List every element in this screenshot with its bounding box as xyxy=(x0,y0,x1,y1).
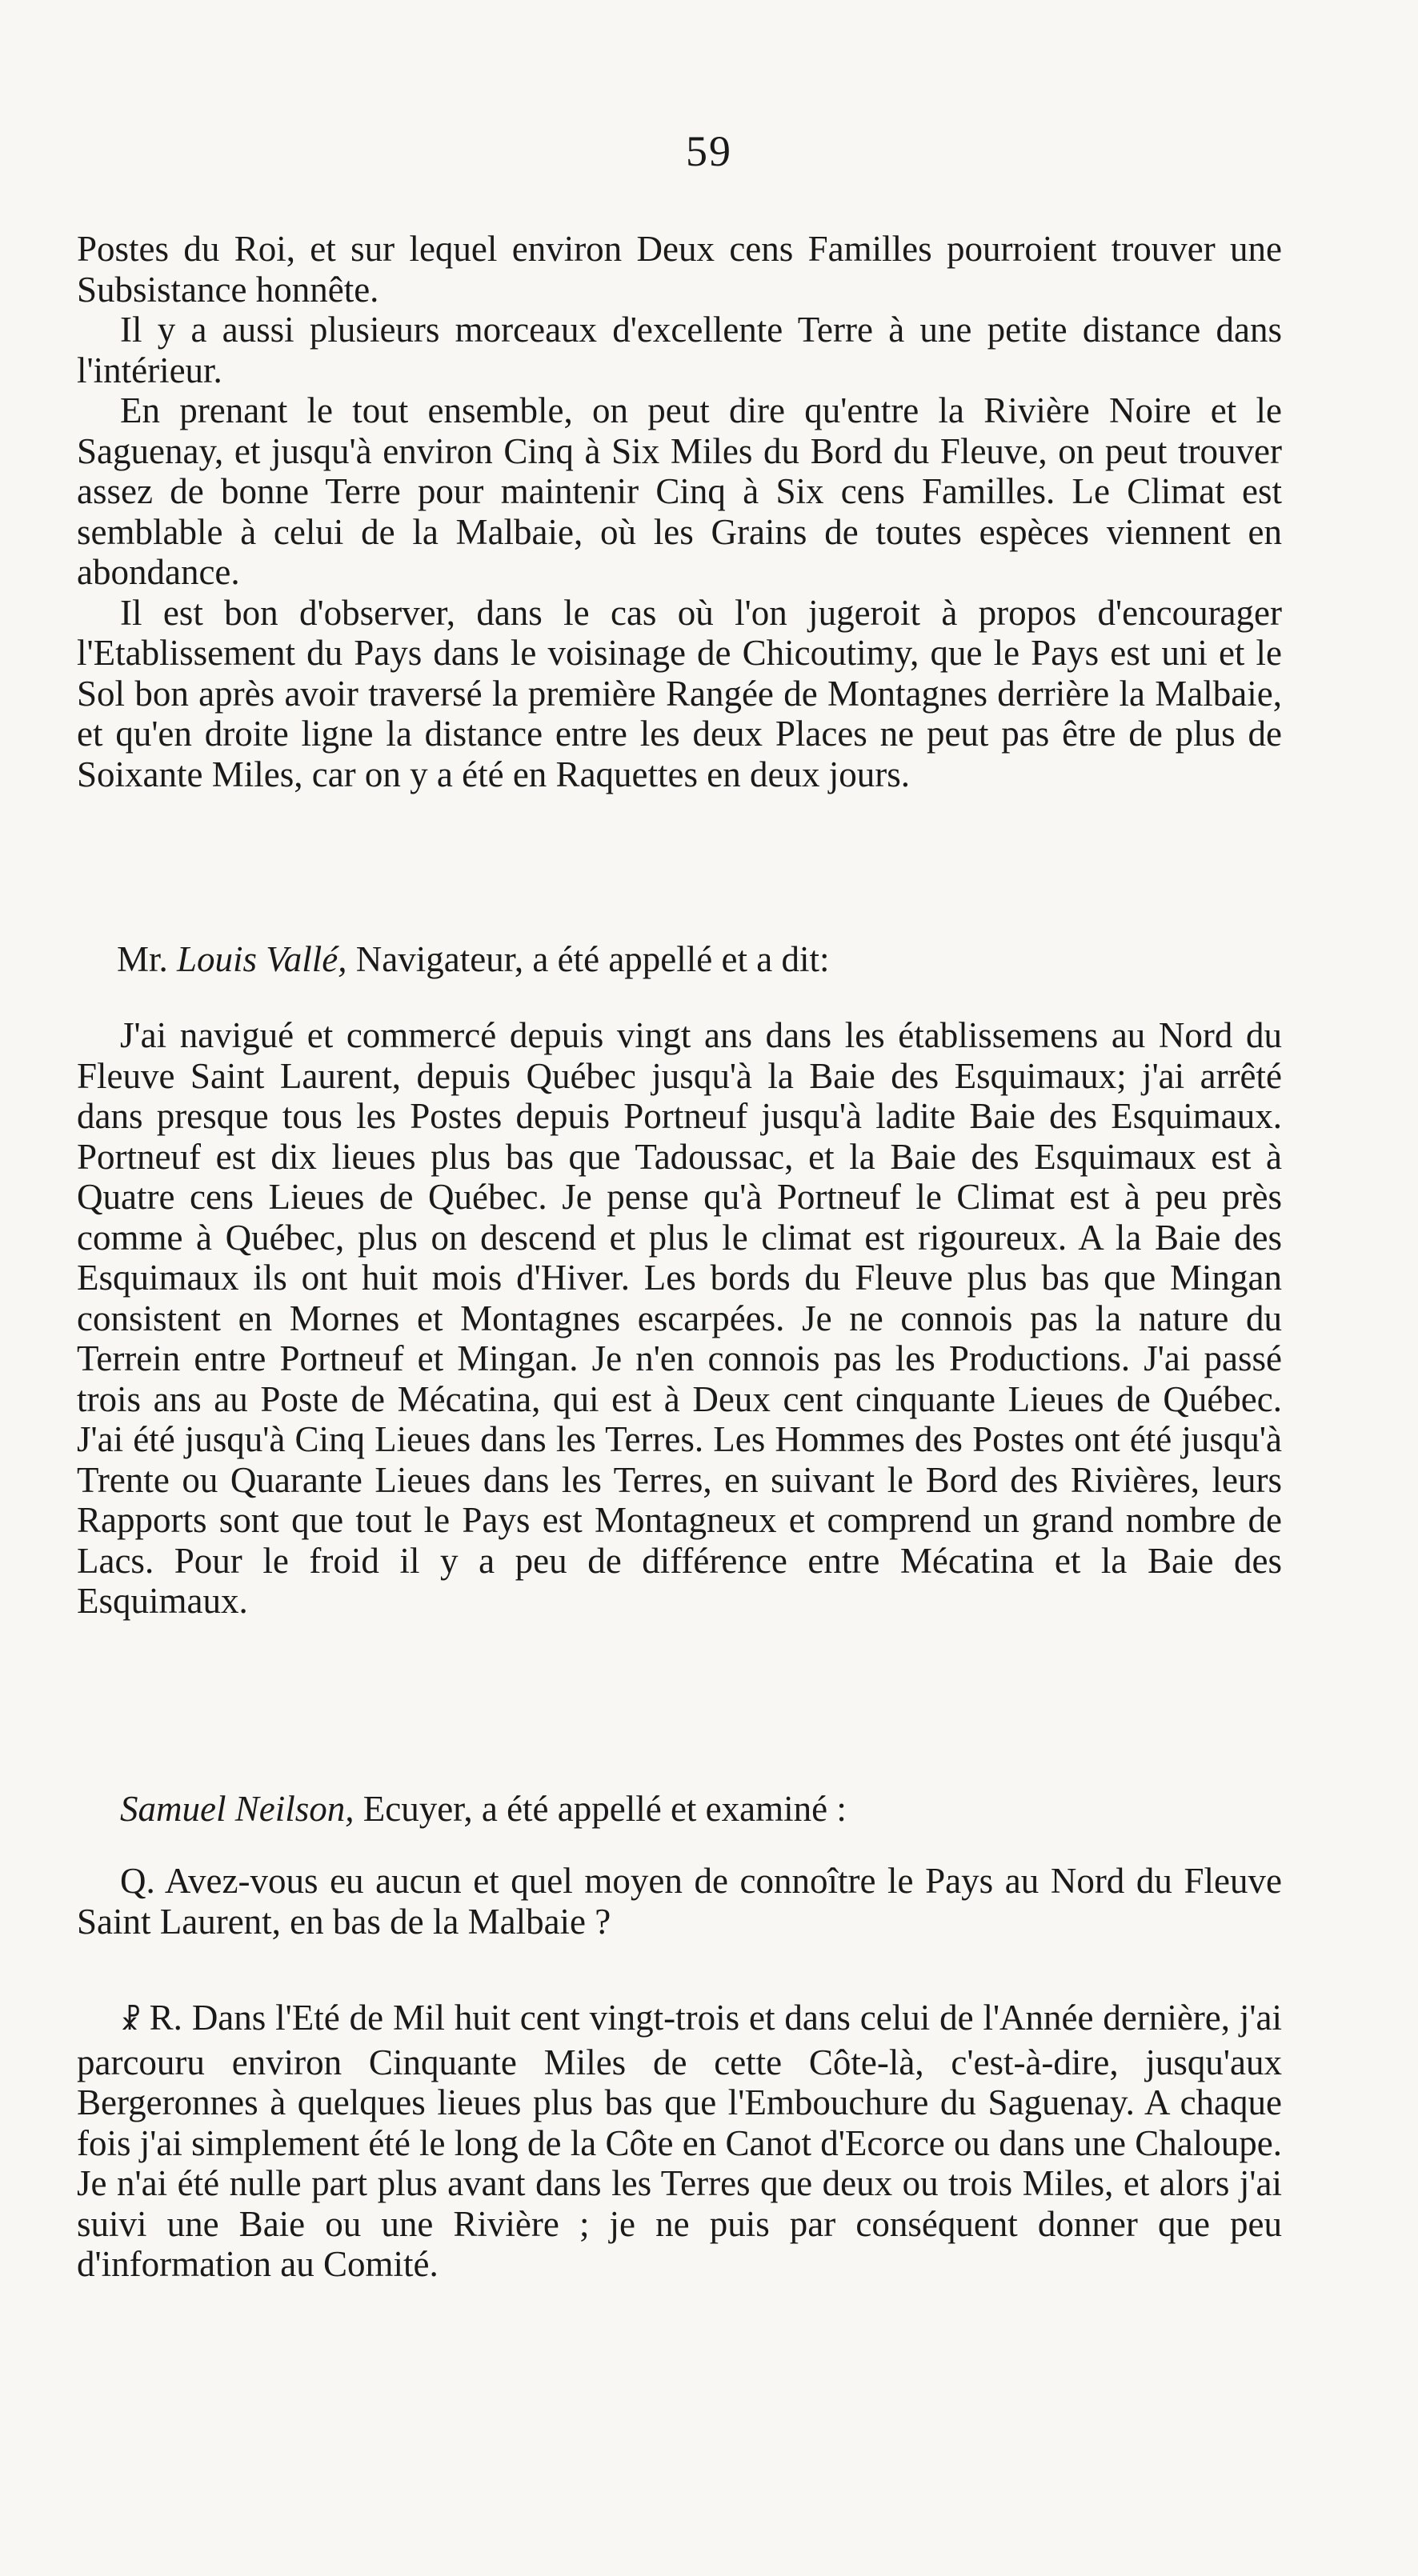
answer xyxy=(77,1998,1282,2285)
pointer-mark-icon: ☧ xyxy=(120,2006,142,2036)
continued-testimony xyxy=(77,229,1282,794)
question-block xyxy=(77,1861,1282,1942)
witness-name: Samuel Neilson, xyxy=(120,1789,354,1829)
paragraph: Il est bon d'observer, dans le cas où l'on jugeroit à propos d'encourager l'Etablissement du Pays dans le voisinage de Chicoutimy, que le Pays est uni et le Sol bon après avoir traversé la première Rangée de Montagnes derrière la Malbaie, et qu'en droite ligne la distance entre les deux Places ne peut pas être de plus de Soixante Miles, car on y a été en Raquettes en deux jours. xyxy=(77,592,1282,794)
witness-prefix: Mr. xyxy=(117,939,168,979)
paragraph: Postes du Roi, et sur lequel environ Deux cens Familles pourroient trouver une Subsistance honnête. xyxy=(77,229,1282,310)
question-text: Avez-vous eu aucun et quel moyen de connoître le Pays au Nord du Fleuve Saint Laurent, en bas de la Malbaie ? xyxy=(77,1861,1282,1942)
page-number: 59 xyxy=(686,127,732,175)
paragraph: En prenant le tout ensemble, on peut dire qu'entre la Rivière Noire et le Saguenay, et jusqu'à environ Cinq à Six Miles du Bord du Fleuve, on peut trouver assez de bonne Terre pour maintenir Cinq à Six cens Familles. Le Climat est semblable à celui de la Malbaie, où les Grains de toutes espèces viennent en abondance. xyxy=(77,390,1282,592)
answer-block xyxy=(77,1998,1282,2285)
answer-label: R. xyxy=(149,1998,182,2038)
paragraph: J'ai navigué et commercé depuis vingt ans dans les établissemens au Nord du Fleuve Saint Laurent, depuis Québec jusqu'à la Baie des Esquimaux; j'ai arrêté dans presque tous les Postes depuis Portneuf jusqu'à ladite Baie des Esquimaux. Portneuf est dix lieues plus bas que Tadoussac, et la Baie des Esquimaux est à Quatre cens Lieues de Québec. Je pense qu'à Portneuf le Climat est à peu près comme à Québec, plus on descend et plus le climat est rigoureux. A la Baie des Esquimaux ils ont huit mois d'Hiver. Les bords du Fleuve plus bas que Mingan consistent en Mornes et Montagnes escarpées. Je ne connois pas la nature du Terrein entre Portneuf et Mingan. Je n'en connois pas les Productions. J'ai passé trois ans au Poste de Mécatina, qui est à Deux cent cinquante Lieues de Québec. J'ai été jusqu'à Cinq Lieues dans les Terres. Les Hommes des Postes ont été jusqu'à Trente ou Quarante Lieues dans les Terres, en suivant le Bord des Rivières, leurs Rapports sont que tout le Pays est Montagneux et comprend un grand nombre de Lacs. Pour le froid il y a peu de différence entre Mécatina et la Baie des Esquimaux. xyxy=(77,1015,1282,1621)
witness-name: Louis Vallé, xyxy=(177,939,347,979)
testimony-block xyxy=(77,1015,1282,1622)
question-label: Q. xyxy=(120,1861,155,1901)
witness-intro: Navigateur, a été appellé et a dit: xyxy=(355,939,830,979)
question xyxy=(77,1861,1282,1942)
answer-text: Dans l'Eté de Mil huit cent vingt-trois et dans celui de l'Année dernière, j'ai parcouru environ Cinquante Miles de cette Côte-là, c'est-à-dire, jusqu'aux Bergeronnes à quelques lieues plus bas que l'Embouchure du Saguenay. A chaque fois j'ai simplement été le long de la Côte en Canot d'Ecorce ou dans une Chaloupe. Je n'ai été nulle part plus avant dans les Terres que deux ou trois Miles, et alors j'ai suivi une Baie ou une Rivière ; je ne puis par conséquent donner que peu d'information au Comité. xyxy=(77,1998,1282,2284)
witness-heading xyxy=(120,1789,847,1829)
witness-intro: Ecuyer, a été appellé et examiné : xyxy=(363,1789,847,1829)
paragraph: Il y a aussi plusieurs morceaux d'excellente Terre à une petite distance dans l'intérieur. xyxy=(77,310,1282,390)
witness-heading xyxy=(117,939,829,979)
